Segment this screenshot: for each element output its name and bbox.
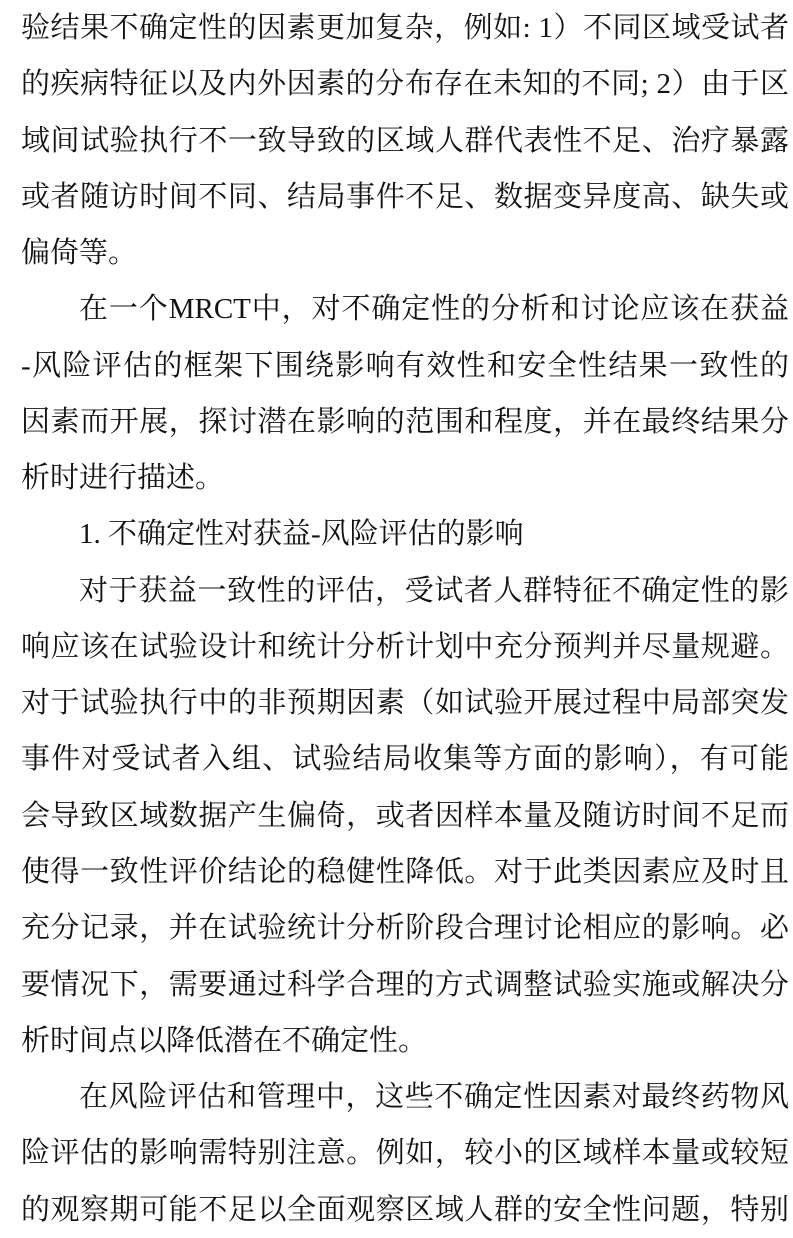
- text-line: 因素而开展，探讨潜在影响的范围和程度，并在最终结果分: [21, 405, 789, 438]
- text-line: 要情况下，需要通过科学合理的方式调整试验实施或解决分: [21, 968, 789, 1001]
- text-line: -风险评估的框架下围绕影响有效性和安全性结果一致性的: [21, 349, 789, 382]
- text-line: 事件对受试者入组、试验结局收集等方面的影响），有可能: [21, 743, 789, 776]
- text-line: 的观察期可能不足以全面观察区域人群的安全性问题，特别: [21, 1193, 789, 1226]
- text-line: 险评估的影响需特别注意。例如，较小的区域样本量或较短: [21, 1137, 789, 1170]
- text-line: 对于试验执行中的非预期因素（如试验开展过程中局部突发: [21, 687, 789, 720]
- text-line: 析时进行描述。: [21, 462, 225, 495]
- text-line: 响应该在试验设计和统计分析计划中充分预判并尽量规避。: [21, 630, 789, 663]
- text-line: 偏倚等。: [21, 237, 138, 270]
- text-line: 在风险评估和管理中，这些不确定性因素对最终药物风: [79, 1081, 789, 1114]
- text-line: 使得一致性评价结论的稳健性降低。对于此类因素应及时且: [21, 855, 789, 888]
- text-line: 在一个MRCT中，对不确定性的分析和讨论应该在获益: [79, 293, 789, 326]
- section-heading: 1. 不确定性对获益-风险评估的影响: [79, 518, 524, 551]
- text-line: 会导致区域数据产生偏倚，或者因样本量及随访时间不足而: [21, 799, 789, 832]
- text-line: 的疾病特征以及内外因素的分布存在未知的不同; 2）由于区: [21, 68, 789, 101]
- text-line: 域间试验执行不一致导致的区域人群代表性不足、治疗暴露: [21, 124, 789, 157]
- text-line: 或者随访时间不同、结局事件不足、数据变异度高、缺失或: [21, 180, 789, 213]
- text-line: 对于获益一致性的评估，受试者人群特征不确定性的影: [79, 574, 789, 607]
- document-text-column: [21, 0, 789, 1238]
- text-line: 验结果不确定性的因素更加复杂，例如: 1）不同区域受试者: [21, 12, 789, 44]
- text-line: 析时间点以降低潜在不确定性。: [21, 1024, 428, 1057]
- text-line: 充分记录，并在试验统计分析阶段合理讨论相应的影响。必: [21, 912, 789, 945]
